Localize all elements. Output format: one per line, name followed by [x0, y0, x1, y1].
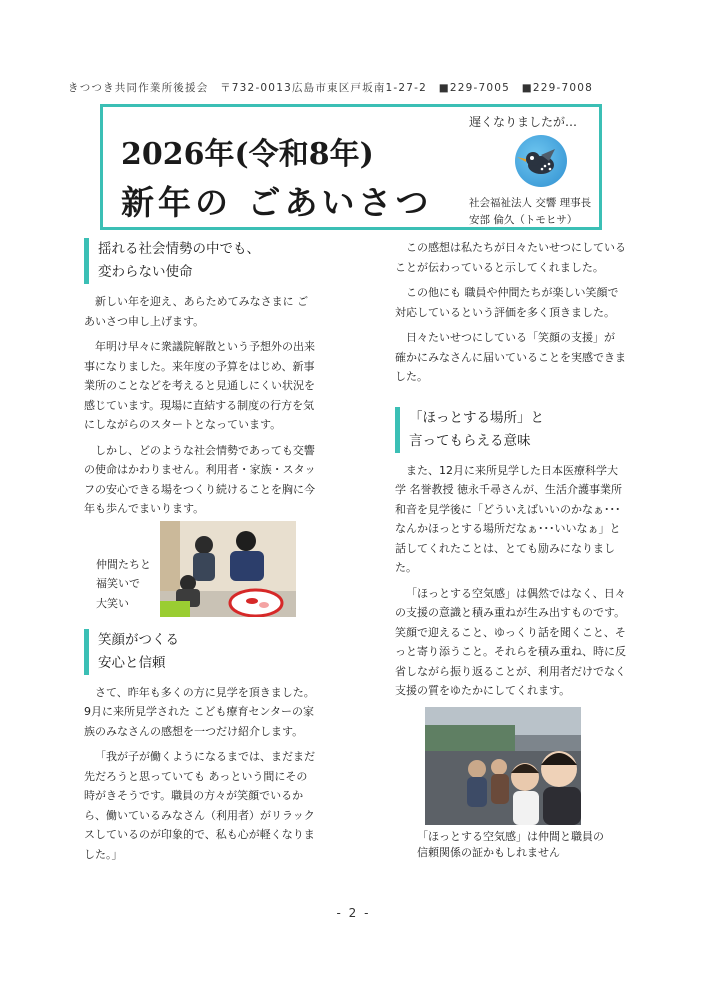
- heading-line: 笑顔がつくる: [98, 631, 179, 648]
- heading-line: 変わらない使命: [98, 264, 193, 280]
- heading-line: 言ってもらえる意味: [409, 432, 531, 449]
- contact-header: きつつき共同作業所後援会 〒732-0013広島市東区戸坂南1-27-2 ■229-7005 ■229-7008: [68, 82, 593, 94]
- heading-line: 「ほっとする場所」と: [409, 409, 544, 426]
- fukuwarai-photo: [160, 521, 296, 617]
- right-column: [395, 238, 627, 861]
- title-year: 2026年(令和8年): [121, 137, 374, 172]
- left-column: [84, 238, 316, 870]
- caption-line: 「ほっとする空気感」は仲間と職員の: [417, 829, 604, 843]
- caption-line: 仲間たちと: [96, 557, 151, 571]
- section-heading-hotto: [395, 407, 627, 453]
- title-greeting: 新年の ごあいさつ: [121, 183, 433, 222]
- page-number: - 2 -: [336, 906, 371, 920]
- woodpecker-logo-icon: [515, 135, 567, 187]
- caption-line: 大笑い: [96, 596, 129, 610]
- paragraph: 「我が子が働くようになるまでは、まだまだ先だろうと思っていても あっという間にその時がきそうです。職員の方々が笑顔でいるから、働いているみなさん（利用者）がリラックスしているのが印象的で、私も心が軽くなりました。」: [84, 750, 315, 861]
- paragraph: この感想は私たちが日々たいせつにしていることが伝わっていると示してくれました。: [395, 241, 626, 274]
- photo-caption: [96, 555, 151, 614]
- section-heading-smile: [84, 629, 316, 675]
- title-box: [100, 104, 602, 230]
- paragraph: さて、昨年も多くの方に見学を頂きました。9月に来所見学された こども療育センターの家族のみなさんの感想を一つだけ紹介します。: [84, 685, 315, 738]
- caption-line: 福笑いで: [96, 577, 140, 590]
- paragraph: しかし、どのような社会情勢であっても交響の使命はかわりません。利用者・家族・スタッフの安心できる場をつくり続けることを胸に今年も歩んでまいります。: [84, 443, 316, 515]
- paragraph: 日々たいせつにしている「笑顔の支援」が 確かにみなさんに届いていることを実感できました。: [395, 331, 626, 383]
- heading-line: 安心と信頼: [98, 654, 166, 671]
- section-heading-mission: [84, 238, 316, 284]
- photo-caption: [417, 829, 627, 861]
- photo-block-fukuwarai: [84, 525, 316, 621]
- paragraph: 新しい年を迎え、あらためてみなさまに ごあいさつ申し上げます。: [84, 295, 309, 328]
- org-title: 社会福祉法人 交響 理事長: [469, 197, 592, 209]
- late-note: 遅くなりましたが…: [469, 115, 578, 129]
- bus-selfie-photo: [425, 707, 581, 825]
- paragraph: 「ほっとする空気感」は偶然ではなく、日々の支援の意識と積み重ねが生み出すものです。笑顔で迎えること、ゆっくり話を聞くこと、そっと寄り添うこと。それらを積み重ね、時に反省しながら振り返ることが、利用者だけでなく支援の質をゆたかにしてくれます。: [395, 586, 626, 697]
- heading-line: 揺れる社会情勢の中でも、: [98, 241, 260, 257]
- paragraph: この他にも 職員や仲間たちが楽しい笑顔で対応しているという評価を多く頂きました。: [395, 286, 619, 319]
- author-name: 安部 倫久（トモヒサ）: [469, 214, 578, 226]
- paragraph: 年明け早々に衆議院解散という予想外の出来事になりました。来年度の予算をはじめ、新事業所のことなどを考えると見通しにくい状況を感じています。現場に直結する制度の行方を気にしながらのスタートとなっています。: [84, 340, 315, 431]
- caption-line: 信頼関係の証かもしれません: [417, 845, 560, 859]
- paragraph: また、12月に来所見学した日本医療科学大学 名誉教授 徳永千尋さんが、生活介護事業所 和音を見学後に「どういえばいいのかなぁ･･･なんかほっとする場所だなぁ･･･いいなぁ」と話してくれたことは、とても励みになりました。: [395, 463, 622, 574]
